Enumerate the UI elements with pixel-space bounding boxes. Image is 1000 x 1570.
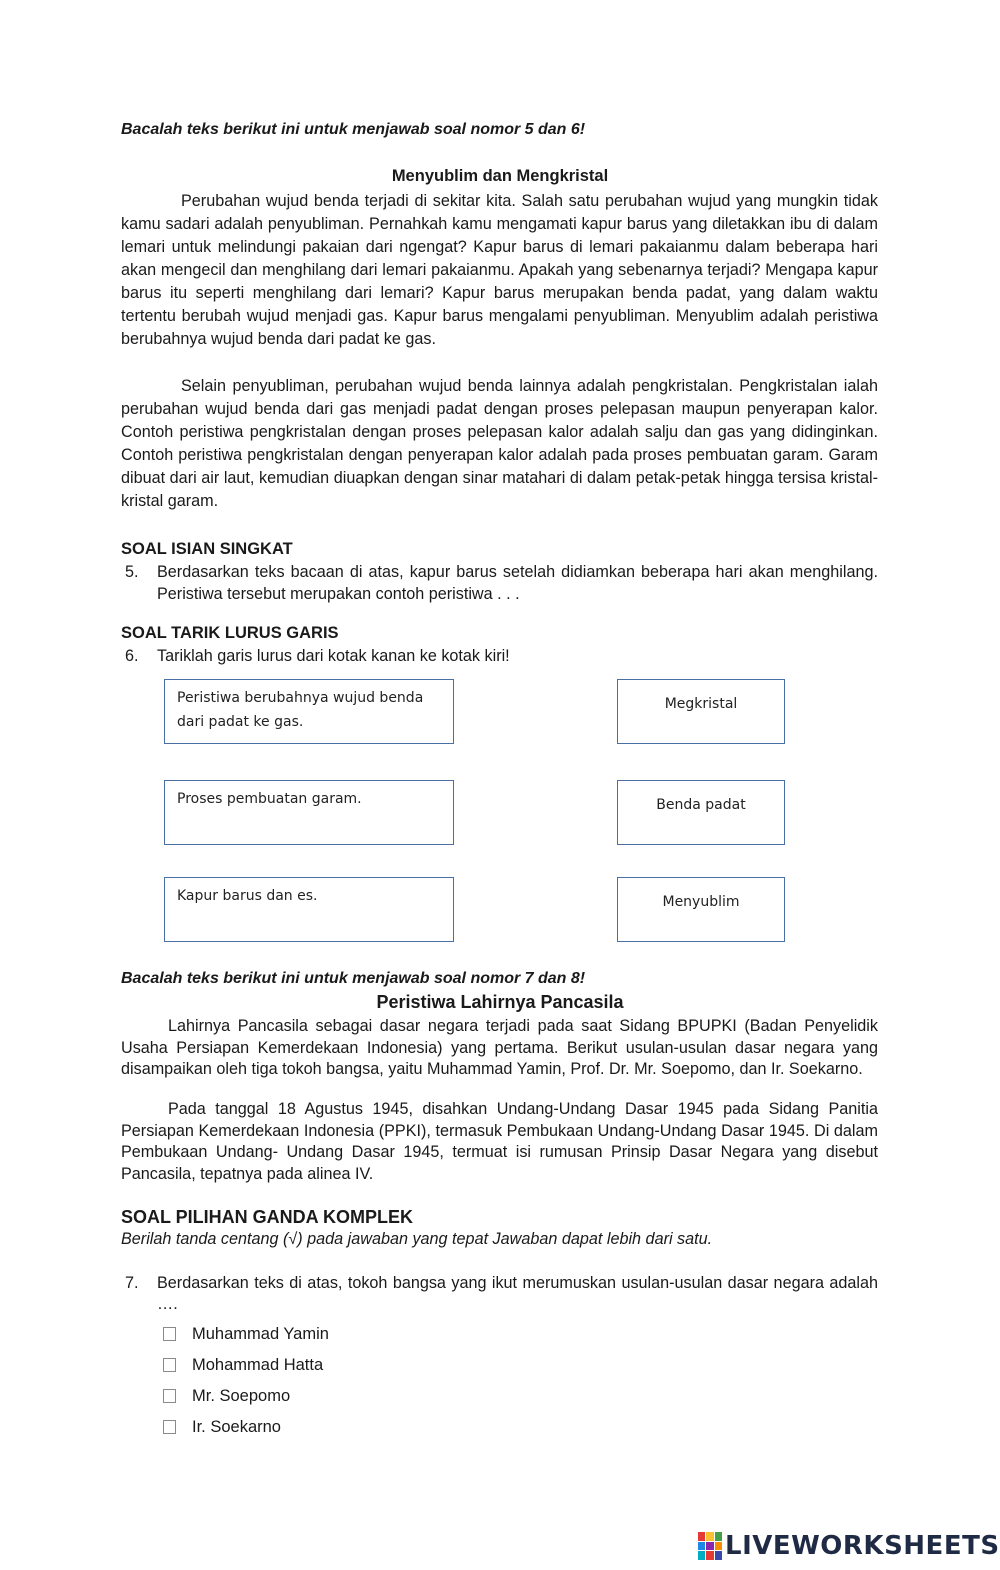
question-number: 6. xyxy=(125,647,139,665)
checkbox[interactable] xyxy=(163,1358,176,1372)
logo-square xyxy=(698,1542,705,1551)
logo-square xyxy=(698,1532,705,1541)
instruction-section2: Bacalah teks berikut ini untuk menjawab soal nomor 7 dan 8! xyxy=(121,970,586,987)
liveworksheets-logo xyxy=(698,1531,1000,1561)
logo-square xyxy=(706,1542,713,1551)
match-left-box-2[interactable]: Proses pembuatan garam. xyxy=(164,780,454,845)
heading-isian-singkat: SOAL ISIAN SINGKAT xyxy=(121,540,293,558)
option-3[interactable]: Mr. Soepomo xyxy=(163,1385,290,1407)
question-text: Berdasarkan teks bacaan di atas, kapur barus setelah didiamkan beberapa hari akan menghilang. Peristiwa tersebut merupakan contoh peristiwa . . . xyxy=(157,563,878,603)
brand-name: LIVEWORKSHEETS xyxy=(725,1531,1000,1561)
heading-pilihan-ganda: SOAL PILIHAN GANDA KOMPLEK xyxy=(121,1207,414,1227)
question-number: 5. xyxy=(125,563,139,581)
option-1[interactable]: Muhammad Yamin xyxy=(163,1323,329,1345)
title-menyublim: Menyublim dan Mengkristal xyxy=(391,167,609,185)
logo-square xyxy=(715,1551,722,1560)
match-right-box-1[interactable]: Megkristal xyxy=(617,679,785,744)
paragraph-pancasila-2: Pada tanggal 18 Agustus 1945, disahkan Undang-Undang Dasar 1945 pada Sidang Panitia Persiapan Kemerdekaan Indonesia (PPKI), termasuk Pembukaan Undang-Undang Dasar 1945. Di dalam Pembukaan Undang- Undang Dasar 1945, termuat isi rumusan Prinsip Dasar Negara yang disebut Pancasila, tepatnya pada alinea IV. xyxy=(121,1100,878,1183)
paragraph-menyublim-1: Perubahan wujud benda terjadi di sekitar kita. Salah satu perubahan wujud yang mungkin tidak kamu sadari adalah penyubliman. Pernahkah kamu mengamati kapur barus yang diletakkan ibu di dalam lemari untuk melindungi pakaian dari ngengat? Kapur barus di lemari pakaianmu dalam beberapa hari akan mengecil dan menghilang dari lemari pakaianmu. Apakah yang sebenarnya terjadi? Mengapa kapur barus itu seperti menghilang dari lemari? Kapur barus merupakan benda padat, yang dalam waktu tertentu berubah wujud menjadi gas. Kapur barus mengalami penyubliman. Menyublim adalah peristiwa berubahnya wujud benda dari padat ke gas. xyxy=(121,192,878,348)
logo-square xyxy=(706,1551,713,1560)
question-7 xyxy=(121,1273,878,1315)
logo-square xyxy=(715,1542,722,1551)
option-2[interactable]: Mohammad Hatta xyxy=(163,1354,323,1376)
option-4[interactable]: Ir. Soekarno xyxy=(163,1416,281,1438)
match-left-box-1[interactable]: Peristiwa berubahnya wujud benda dari padat ke gas. xyxy=(164,679,454,744)
instruction-pilihan-ganda: Berilah tanda centang (√) pada jawaban yang tepat Jawaban dapat lebih dari satu. xyxy=(121,1230,713,1248)
title-pancasila: Peristiwa Lahirnya Pancasila xyxy=(376,992,624,1012)
question-text: Tariklah garis lurus dari kotak kanan ke kotak kiri! xyxy=(157,647,510,665)
match-right-box-2[interactable]: Benda padat xyxy=(617,780,785,845)
question-6 xyxy=(121,645,878,667)
question-5 xyxy=(121,561,878,605)
checkbox[interactable] xyxy=(163,1327,176,1341)
question-text: Berdasarkan teks di atas, tokoh bangsa yang ikut merumuskan usulan-usulan dasar negara adalah …. xyxy=(157,1274,878,1313)
checkbox[interactable] xyxy=(163,1389,176,1403)
match-left-box-3[interactable]: Kapur barus dan es. xyxy=(164,877,454,942)
logo-square xyxy=(706,1532,713,1541)
heading-tarik-garis: SOAL TARIK LURUS GARIS xyxy=(121,624,339,642)
instruction-section1: Bacalah teks berikut ini untuk menjawab soal nomor 5 dan 6! xyxy=(121,121,586,138)
logo-icon xyxy=(698,1532,722,1560)
match-right-box-3[interactable]: Menyublim xyxy=(617,877,785,942)
logo-square xyxy=(715,1532,722,1541)
paragraph-menyublim-2: Selain penyubliman, perubahan wujud benda lainnya adalah pengkristalan. Pengkristalan ialah perubahan wujud benda dari gas menjadi padat dengan proses pelepasan maupun penyerapan kalor. Contoh peristiwa pengkristalan dengan proses pelepasan kalor adalah salju dan gas yang didinginkan. Contoh peristiwa pengkristalan dengan penyerapan kalor adalah pada proses pembuatan garam. Garam dibuat dari air laut, kemudian diuapkan dengan sinar matahari di dalam petak-petak hingga tersisa kristal-kristal garam. xyxy=(121,377,878,510)
question-number: 7. xyxy=(125,1274,139,1292)
paragraph-pancasila-1: Lahirnya Pancasila sebagai dasar negara terjadi pada saat Sidang BPUPKI (Badan Penyelidik Usaha Persiapan Kemerdekaan Indonesia) yang pertama. Berikut usulan-usulan dasar negara yang disampaikan oleh tiga tokoh bangsa, yaitu Muhammad Yamin, Prof. Dr. Mr. Soepomo, dan Ir. Soekarno. xyxy=(121,1017,878,1078)
logo-square xyxy=(698,1551,705,1560)
checkbox[interactable] xyxy=(163,1420,176,1434)
